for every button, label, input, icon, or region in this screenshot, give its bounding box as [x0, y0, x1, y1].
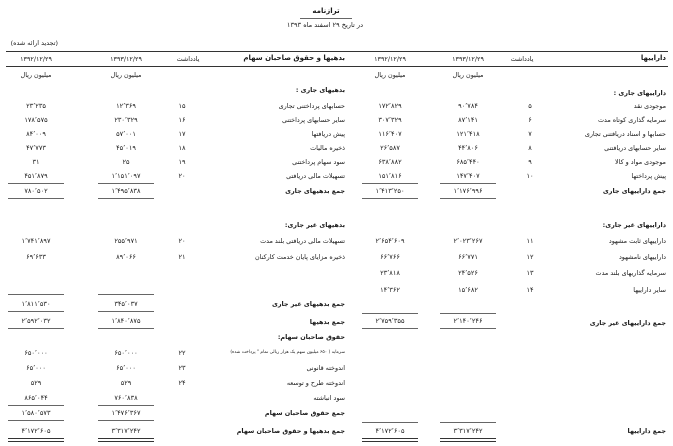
- row-label: موجودی نقد: [633, 102, 666, 110]
- row-note: ۱۵: [178, 102, 186, 110]
- liab-noncurrent-total-1392: ۱٬۸۱۱٬۵۳۰: [21, 300, 51, 308]
- subtotal-rule: [98, 294, 154, 295]
- row-label: سایر حسابهای دریافتنی: [604, 144, 666, 152]
- row-value-1392: ۸۶۵٬۰۴۴: [24, 394, 48, 402]
- row-value-1393: ۶۵۰٬۰۰۰: [114, 349, 138, 357]
- assets-unit1: میلیون ریال: [452, 71, 484, 79]
- row-label: تسهیلات مالی دریافتی بلند مدت: [260, 237, 345, 245]
- row-value-1393: ۶۶٬۷۷۱: [458, 253, 478, 261]
- row-value-1393: ۱۵٬۶۸۲: [458, 286, 478, 294]
- subtotal-rule: [362, 198, 418, 199]
- row-value-1392: ۴۵۱٬۸۷۹: [24, 172, 48, 180]
- row-value-1392: ۲۳٬۸۱۸: [380, 269, 400, 277]
- row-note: ۲۰: [178, 172, 186, 180]
- subtotal-rule: [8, 183, 64, 184]
- row-value-1393: ۱٬۱۵۱٬۰۹۷: [111, 172, 141, 180]
- assets-title: داراییها: [640, 54, 666, 62]
- liab-current-title: بدهیهای جاری :: [295, 86, 345, 94]
- subtotal-rule: [8, 420, 64, 421]
- liab-total-1393: ۱٬۸۴۰٬۸۷۵: [111, 317, 141, 325]
- liab-equity-grand-total-label: جمع بدهیها و حقوق صاحبان سهام: [236, 427, 345, 435]
- row-note: ۲۴: [178, 379, 186, 387]
- row-value-1393: ۹۰٬۷۸۴: [458, 102, 478, 110]
- row-note: ۷: [528, 130, 532, 138]
- assets-noncurrent-total-1393: ۲٬۱۴۰٬۲۴۶: [453, 317, 483, 325]
- title-underline: [300, 18, 352, 19]
- subtotal-rule: [440, 328, 496, 329]
- grand-total-double-rule: [8, 438, 64, 442]
- row-label: سایر حسابهای پرداختنی: [281, 116, 345, 124]
- header-rule-bottom: [6, 66, 668, 67]
- row-value-1392: ۵۲۹: [30, 379, 42, 387]
- row-note: ۱۰: [526, 172, 534, 180]
- row-value-1392: ۳۱: [32, 158, 40, 166]
- row-note: ۱۲: [526, 253, 534, 261]
- liab-current-total-label: جمع بدهیهای جاری: [285, 187, 345, 195]
- row-note: ۲۱: [178, 253, 186, 261]
- row-note: ۵: [528, 102, 532, 110]
- subtotal-rule: [440, 198, 496, 199]
- row-label: ذخیره مالیات: [310, 144, 345, 152]
- row-value-1393: ۶۸۵٬۴۴۰: [456, 158, 480, 166]
- liab-col1-header: ۱۳۹۳/۱۲/۲۹: [110, 55, 142, 63]
- assets-grand-total-1392: ۴٬۱۷۲٬۶۰۵: [375, 427, 405, 435]
- row-value-1392: ۱۷۲٬۸۲۹: [378, 102, 402, 110]
- grand-total-rule: [362, 422, 418, 423]
- liab-current-total-1393: ۱٬۴۹۵٬۸۳۸: [111, 187, 141, 195]
- row-value-1393: ۸۷٬۱۴۱: [458, 116, 478, 124]
- row-note: ۱۶: [178, 116, 186, 124]
- liab-noncurrent-total-1393: ۳۴۵٬۰۳۷: [114, 300, 138, 308]
- row-note: ۲۳: [178, 364, 186, 372]
- row-value-1392: ۶۹٬۶۳۳: [26, 253, 46, 261]
- assets-current-title: داراییهای جاری :: [613, 89, 666, 97]
- equity-title: حقوق صاحبان سهام:: [277, 333, 345, 341]
- assets-current-total-1392: ۱٬۴۱۳٬۲۵۰: [375, 187, 405, 195]
- row-value-1392: ۶۶٬۷۶۶: [380, 253, 400, 261]
- row-value-1393: ۱۲٬۳۶۹: [116, 102, 136, 110]
- row-value-1392: ۱۷۸٬۵۷۵: [24, 116, 48, 124]
- restated-note: (تجدید ارائه شده): [10, 39, 58, 47]
- grand-total-rule: [440, 422, 496, 423]
- row-label: سایر داراییها: [633, 286, 666, 294]
- grand-total-double-rule: [362, 438, 418, 442]
- subtotal-rule: [440, 183, 496, 184]
- subtotal-rule: [8, 311, 64, 312]
- row-value-1392: ۴۷٬۷۷۳: [26, 144, 46, 152]
- liab-noncurrent-total-label: جمع بدهیهای غیر جاری: [271, 300, 345, 308]
- row-value-1392: ۲٬۶۵۴٬۶۰۹: [375, 237, 405, 245]
- row-label: ذخیره مزایای پایان خدمت کارکنان: [254, 253, 345, 261]
- row-value-1392: ۸۴٬۰۰۹: [26, 130, 46, 138]
- assets-noncurrent-total-1392: ۲٬۷۵۹٬۳۵۵: [375, 317, 405, 325]
- row-note: ۱۸: [178, 144, 186, 152]
- liab-total-1392: ۲٬۵۹۲٬۰۳۲: [21, 317, 51, 325]
- document-title: ترازنامه: [312, 7, 340, 15]
- row-label: داراییهای ثابت مشهود: [608, 237, 666, 245]
- row-label: سود سهام پرداختنی: [292, 158, 345, 166]
- equity-total-1393: ۱٬۴۷۶٬۳۶۷: [111, 409, 141, 417]
- row-value-1393: ۲۵: [122, 158, 130, 166]
- subtotal-rule: [98, 311, 154, 312]
- row-note: ۹: [528, 158, 532, 166]
- row-value-1392: ۲۶٬۵۸۷: [380, 144, 400, 152]
- equity-total-1392: ۱٬۵۸۰٬۵۷۳: [21, 409, 51, 417]
- subtotal-rule: [362, 313, 418, 314]
- subtotal-rule: [98, 405, 154, 406]
- row-value-1392: ۶۵۰٬۰۰۰: [24, 349, 48, 357]
- liab-note-header: یادداشت: [176, 55, 200, 63]
- row-value-1392: ۲۳٬۲۳۵: [26, 102, 46, 110]
- header-rule-top: [6, 51, 668, 52]
- subtotal-rule: [98, 420, 154, 421]
- row-value-1393: ۴۴٬۸۰۶: [458, 144, 478, 152]
- subtotal-rule: [362, 328, 418, 329]
- row-label: حسابها و اسناد دریافتنی تجاری: [584, 130, 666, 138]
- grand-total-double-rule: [440, 438, 496, 442]
- subtotal-rule: [362, 183, 418, 184]
- row-label: سود انباشته: [313, 394, 345, 402]
- row-label: حسابهای پرداختنی تجاری: [278, 102, 345, 110]
- row-label: سرمایه ( ۶۵۰ میلیون سهم یک هزار ریالی تمام " پرداخت شده): [230, 350, 345, 355]
- row-label: پیش پرداختها: [631, 172, 666, 180]
- row-label: پیش دریافتها: [311, 130, 345, 138]
- row-note: ۱۳: [526, 269, 534, 277]
- row-note: ۱۴: [526, 286, 534, 294]
- assets-noncurrent-total-label: جمع داراییهای غیر جاری: [589, 319, 666, 327]
- liab-unit2: میلیون ریال: [20, 71, 52, 79]
- row-note: ۶: [528, 116, 532, 124]
- subtotal-rule: [440, 313, 496, 314]
- assets-grand-total-1393: ۳٬۳۱۷٬۲۴۲: [453, 427, 483, 435]
- row-note: ۸: [528, 144, 532, 152]
- row-value-1392: ۱٬۷۴۱٬۸۹۷: [21, 237, 51, 245]
- row-value-1393: ۵۷٬۰۰۱: [116, 130, 136, 138]
- row-value-1392: ۶۵٬۰۰۰: [26, 364, 46, 372]
- row-value-1392: ۳۰۷٬۳۲۹: [378, 116, 402, 124]
- row-value-1392: ۱۱۶٬۴۰۷: [378, 130, 402, 138]
- subtotal-rule: [98, 183, 154, 184]
- assets-current-total-1393: ۱٬۱۷۶٬۹۹۶: [453, 187, 483, 195]
- subtotal-rule: [8, 328, 64, 329]
- grand-total-double-rule: [98, 438, 154, 442]
- subtotal-rule: [98, 198, 154, 199]
- assets-unit2: میلیون ریال: [374, 71, 406, 79]
- row-label: سرمایه گذاریهای بلند مدت: [595, 269, 666, 277]
- row-label: اندوخته طرح و توسعه: [286, 379, 345, 387]
- row-value-1393: ۲۵۵٬۹۷۱: [114, 237, 138, 245]
- row-value-1393: ۷۶۰٬۸۳۸: [114, 394, 138, 402]
- row-value-1393: ۵۲۹: [120, 379, 132, 387]
- assets-col2-header: ۱۳۹۲/۱۲/۲۹: [374, 55, 406, 63]
- row-label: اندوخته قانونی: [306, 364, 345, 372]
- liab-title: بدهیها و حقوق صاحبان سهام: [243, 54, 345, 62]
- row-value-1393: ۲٬۰۲۳٬۲۶۷: [453, 237, 483, 245]
- row-note: ۱۱: [526, 237, 534, 245]
- liab-total-label: جمع بدهیها: [309, 318, 345, 326]
- row-note: ۱۹: [178, 158, 186, 166]
- subtotal-rule: [98, 328, 154, 329]
- row-value-1393: ۱۴۷٬۴۰۷: [456, 172, 480, 180]
- liab-current-total-1392: ۷۸۰٬۵۰۲: [24, 187, 48, 195]
- assets-col1-header: ۱۳۹۳/۱۲/۲۹: [452, 55, 484, 63]
- assets-grand-total-label: جمع داراییها: [627, 427, 666, 435]
- liab-noncurrent-title: بدهیهای غیر جاری:: [284, 221, 345, 229]
- liab-unit1: میلیون ریال: [110, 71, 142, 79]
- row-label: موجودی مواد و کالا: [615, 158, 666, 166]
- row-value-1392: ۱۵۱٬۸۱۶: [378, 172, 402, 180]
- equity-total-label: جمع حقوق صاحبان سهام: [264, 409, 345, 417]
- document-date: در تاریخ ۲۹ اسفند ماه ۱۳۹۳: [286, 21, 364, 29]
- row-note: ۱۷: [178, 130, 186, 138]
- row-value-1392: ۶۳۸٬۸۸۲: [378, 158, 402, 166]
- row-value-1393: ۱۲۱٬۴۱۸: [456, 130, 480, 138]
- assets-current-total-label: جمع داراییهای جاری: [602, 187, 666, 195]
- liab-col2-header: ۱۳۹۲/۱۲/۲۹: [20, 55, 52, 63]
- row-value-1393: ۴۵٬۰۱۹: [116, 144, 136, 152]
- subtotal-rule: [8, 405, 64, 406]
- row-note: ۲۰: [178, 237, 186, 245]
- liab-equity-grand-total-1393: ۳٬۳۱۷٬۲۴۲: [111, 427, 141, 435]
- row-note: ۲۲: [178, 349, 186, 357]
- subtotal-rule: [8, 198, 64, 199]
- subtotal-rule: [8, 294, 64, 295]
- row-value-1393: ۲۴٬۵۲۶: [458, 269, 478, 277]
- liab-equity-grand-total-1392: ۴٬۱۷۲٬۶۰۵: [21, 427, 51, 435]
- row-label: سرمایه گذاری کوتاه مدت: [597, 116, 666, 124]
- assets-note-header: یادداشت: [510, 55, 534, 63]
- row-label: تسهیلات مالی دریافتی: [286, 172, 345, 180]
- row-value-1393: ۸۹٬۰۶۶: [116, 253, 136, 261]
- row-value-1393: ۶۵٬۰۰۰: [116, 364, 136, 372]
- row-value-1393: ۲۳۰٬۳۲۹: [114, 116, 138, 124]
- assets-noncurrent-title: داراییهای غیر جاری:: [602, 221, 666, 229]
- row-label: داراییهای نامشهود: [618, 253, 666, 261]
- row-value-1392: ۱۴٬۳۶۲: [380, 286, 400, 294]
